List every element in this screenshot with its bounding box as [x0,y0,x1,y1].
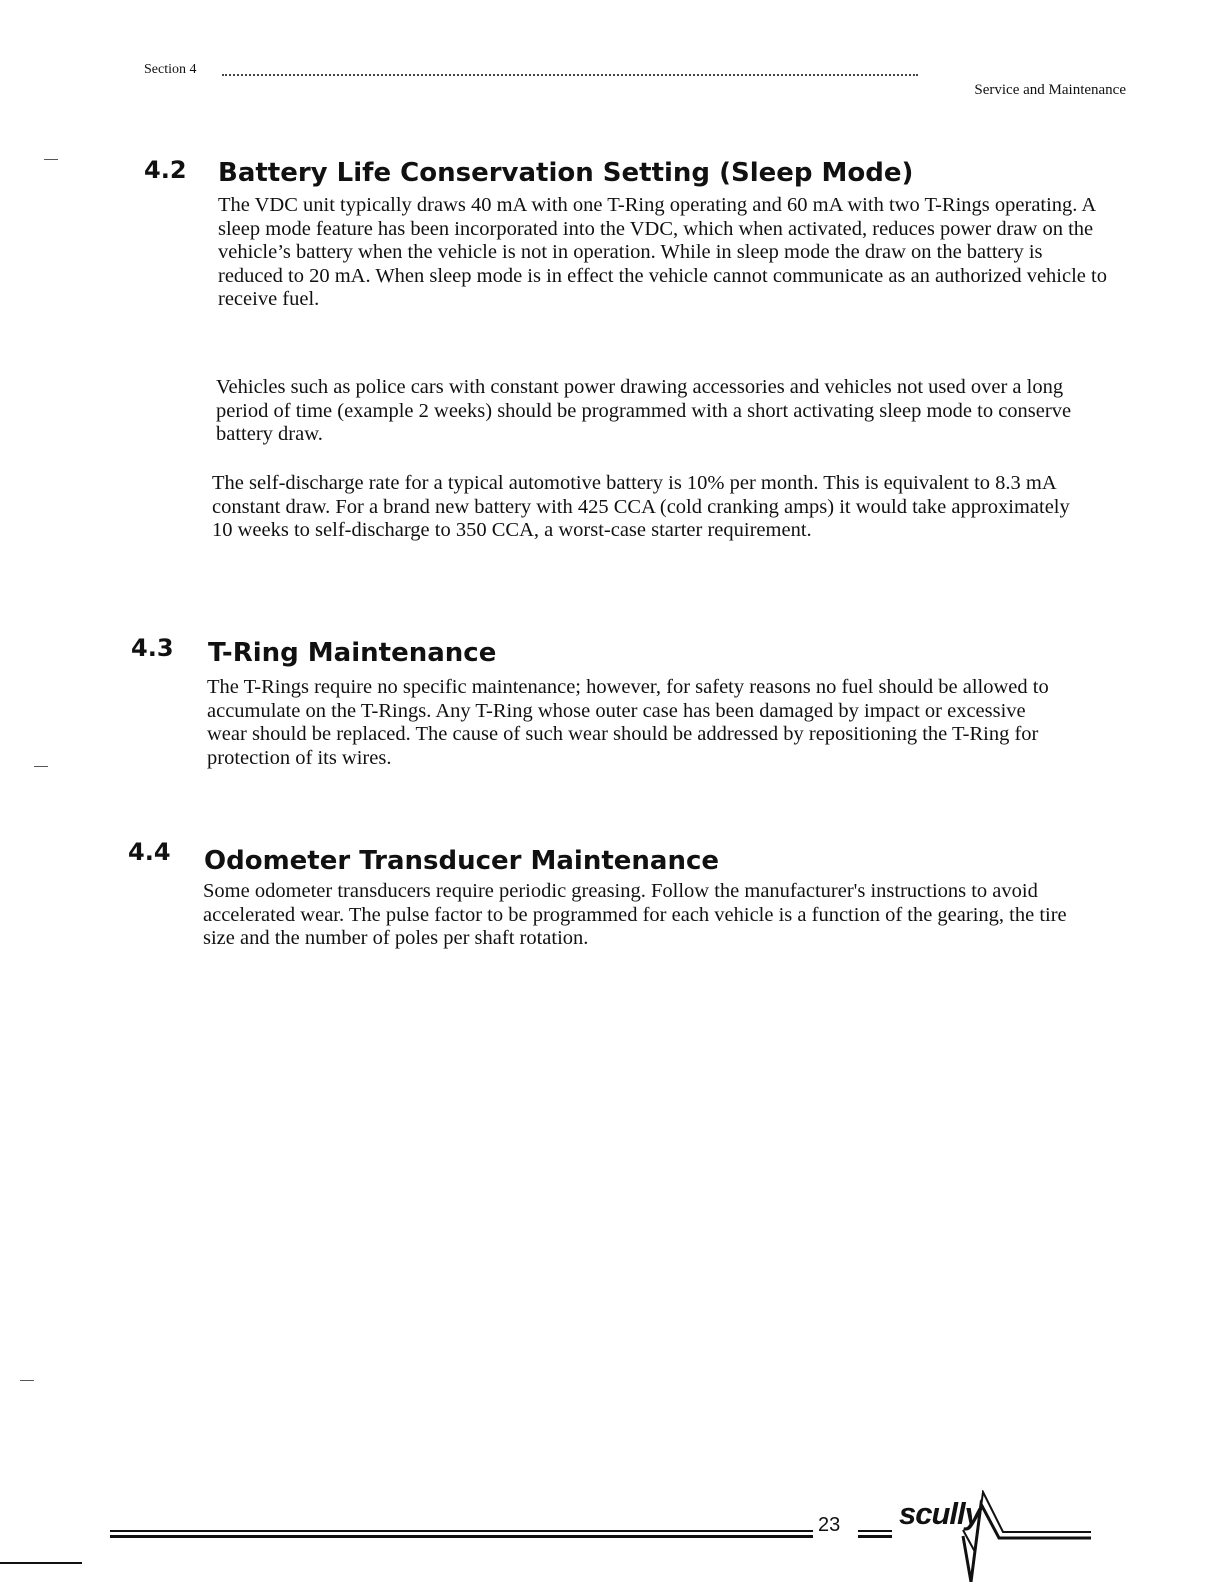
section-title: Odometer Transducer Maintenance [204,846,720,876]
paragraph: The self-discharge rate for a typical automotive battery is 10% per month. This is equivalent to 8.3 mA constant draw. For a brand new battery with 425 CCA (cold cranking amps) it would take approximately 10 weeks to self-discharge to 350 CCA, a worst-case starter requirement. [212,472,1070,541]
scan-mark [34,766,48,767]
paragraph: Vehicles such as police cars with constant power drawing accessories and vehicles not used over a long period of time (example 2 weeks) should be programmed with a short activating sleep mode to conserve battery draw. [216,376,1072,445]
paragraph: The VDC unit typically draws 40 mA with one T-Ring operating and 60 mA with two T-Rings operating. A sleep mode feature has been incorporated into the VDC, which when activated, reduces power draw on the vehicle’s battery when the vehicle is not in operation. While in sleep mode the draw on the battery is reduced to 20 mA. When sleep mode is in effect the vehicle cannot communicate as an authorized vehicle to receive fuel. [218,194,1107,310]
running-header [144,58,1126,102]
corner-rule [0,1562,82,1564]
paragraph: The T-Rings require no specific maintenance; however, for safety reasons no fuel should be allowed to accumulate on the T-Rings. Any T-Ring whose outer case has been damaged by impact or excessive wear should be replaced. The cause of such wear should be addressed by repositioning the T-Ring for protection of its wires. [207,676,1049,769]
header-dot-leader [222,74,918,76]
page-footer [0,1488,1224,1584]
section-number: 4.2 [144,156,187,184]
scan-mark [20,1380,34,1381]
footer-rule [110,1535,813,1538]
scully-logo [895,1490,1095,1582]
section-number: 4.4 [128,838,171,866]
logo-wordmark: scully [899,1496,981,1531]
section-number: 4.3 [131,634,174,662]
footer-rule [858,1530,892,1532]
scan-mark [44,159,58,160]
logo-peak-icon [895,1490,1095,1582]
page-number: 23 [818,1514,841,1536]
section-title: T-Ring Maintenance [208,638,497,668]
paragraph: Some odometer transducers require periodic greasing. Follow the manufacturer's instructions to avoid accelerated wear. The pulse factor to be programmed for each vehicle is a function of the gearing, the tire size and the number of poles per shaft rotation. [203,880,1067,949]
header-section-label: Section 4 [144,62,197,77]
header-chapter-title: Service and Maintenance [974,82,1126,98]
section-title: Battery Life Conservation Setting (Sleep Mode) [218,158,914,188]
footer-rule [110,1530,813,1532]
footer-rule [858,1535,892,1538]
